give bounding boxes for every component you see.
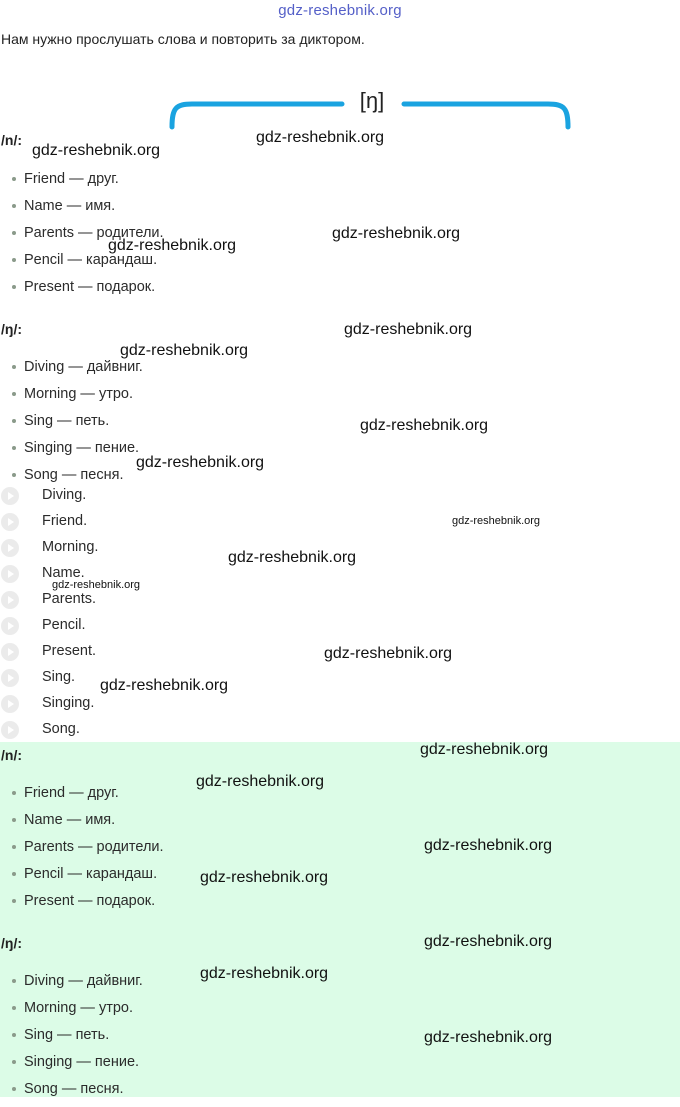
word-list-ng: [12, 358, 143, 493]
play-icon[interactable]: [1, 617, 19, 635]
watermark: gdz-reshebnik.org: [324, 645, 453, 662]
list-item: Singing — пение.: [12, 439, 143, 466]
list-item: Morning — утро.: [12, 385, 143, 412]
section-heading-ng: /ŋ/:: [1, 321, 22, 337]
watermark: gdz-reshebnik.org: [424, 1029, 553, 1046]
list-item: Song — песня.: [12, 466, 143, 493]
watermark: gdz-reshebnik.org: [228, 549, 357, 566]
play-icon[interactable]: [1, 539, 19, 557]
play-icon[interactable]: [1, 591, 19, 609]
watermark: gdz-reshebnik.org: [32, 142, 161, 159]
play-icon[interactable]: [1, 721, 19, 739]
watermark: gdz-reshebnik.org: [136, 454, 265, 471]
play-icon[interactable]: [1, 695, 19, 713]
audio-word: Parents.: [42, 591, 96, 607]
watermark: gdz-reshebnik.org: [120, 342, 249, 359]
watermark: gdz-reshebnik.org: [108, 237, 237, 254]
watermark: gdz-reshebnik.org: [200, 965, 329, 982]
list-item: Friend — друг.: [12, 784, 164, 811]
list-item: Parents — родители.: [12, 838, 164, 865]
audio-word: Present.: [42, 643, 96, 659]
watermark: gdz-reshebnik.org: [360, 417, 489, 434]
play-icon[interactable]: [1, 565, 19, 583]
audio-word: Diving.: [42, 487, 87, 503]
watermark: gdz-reshebnik.org: [200, 869, 329, 886]
audio-word: Morning.: [42, 539, 99, 555]
watermark: gdz-reshebnik.org: [420, 741, 549, 758]
watermark: gdz-reshebnik.org: [452, 515, 541, 527]
play-icon[interactable]: [1, 487, 19, 505]
list-item: Name — имя.: [12, 811, 164, 838]
site-watermark-top: gdz-reshebnik.org: [278, 2, 402, 19]
watermark: gdz-reshebnik.org: [256, 129, 385, 146]
audio-word: Friend.: [42, 513, 88, 529]
audio-word: Pencil.: [42, 617, 86, 633]
play-icon[interactable]: [1, 669, 19, 687]
phoneme-symbol: [ŋ]: [359, 88, 385, 113]
list-item: Diving — дайвниг.: [12, 358, 143, 385]
audio-word: Name.: [42, 565, 85, 581]
play-icon[interactable]: [1, 643, 19, 661]
watermark: gdz-reshebnik.org: [52, 579, 141, 591]
list-item: Present — подарок.: [12, 892, 164, 919]
watermark: gdz-reshebnik.org: [100, 677, 229, 694]
list-item: Present — подарок.: [12, 278, 164, 305]
list-item: Morning — утро.: [12, 999, 143, 1026]
watermark: gdz-reshebnik.org: [344, 321, 473, 338]
answer-heading-ng: /ŋ/:: [1, 935, 22, 951]
list-item: Pencil — карандаш.: [12, 251, 164, 278]
audio-word: Sing.: [42, 669, 76, 685]
list-item: Pencil — карандаш.: [12, 865, 164, 892]
list-item: Name — имя.: [12, 197, 164, 224]
play-icon[interactable]: [1, 513, 19, 531]
list-item: Sing — петь.: [12, 1026, 143, 1053]
answer-heading-n: /n/:: [1, 747, 22, 763]
audio-word: Song.: [42, 721, 80, 737]
list-item: Song — песня.: [12, 1080, 143, 1107]
list-item: Sing — петь.: [12, 412, 143, 439]
audio-word: Singing.: [42, 695, 95, 711]
list-item: Singing — пение.: [12, 1053, 143, 1080]
answer-list-ng: [12, 972, 143, 1107]
list-item: Parents — родители.: [12, 224, 164, 251]
watermark: gdz-reshebnik.org: [424, 933, 553, 950]
watermark: gdz-reshebnik.org: [424, 837, 553, 854]
instruction-text: Нам нужно прослушать слова и повторить за диктором.: [1, 31, 365, 47]
watermark: gdz-reshebnik.org: [332, 225, 461, 242]
list-item: Friend — друг.: [12, 170, 164, 197]
section-heading-n: /n/:: [1, 132, 22, 148]
list-item: Diving — дайвниг.: [12, 972, 143, 999]
answer-list-n: [12, 784, 164, 919]
watermark: gdz-reshebnik.org: [196, 773, 325, 790]
